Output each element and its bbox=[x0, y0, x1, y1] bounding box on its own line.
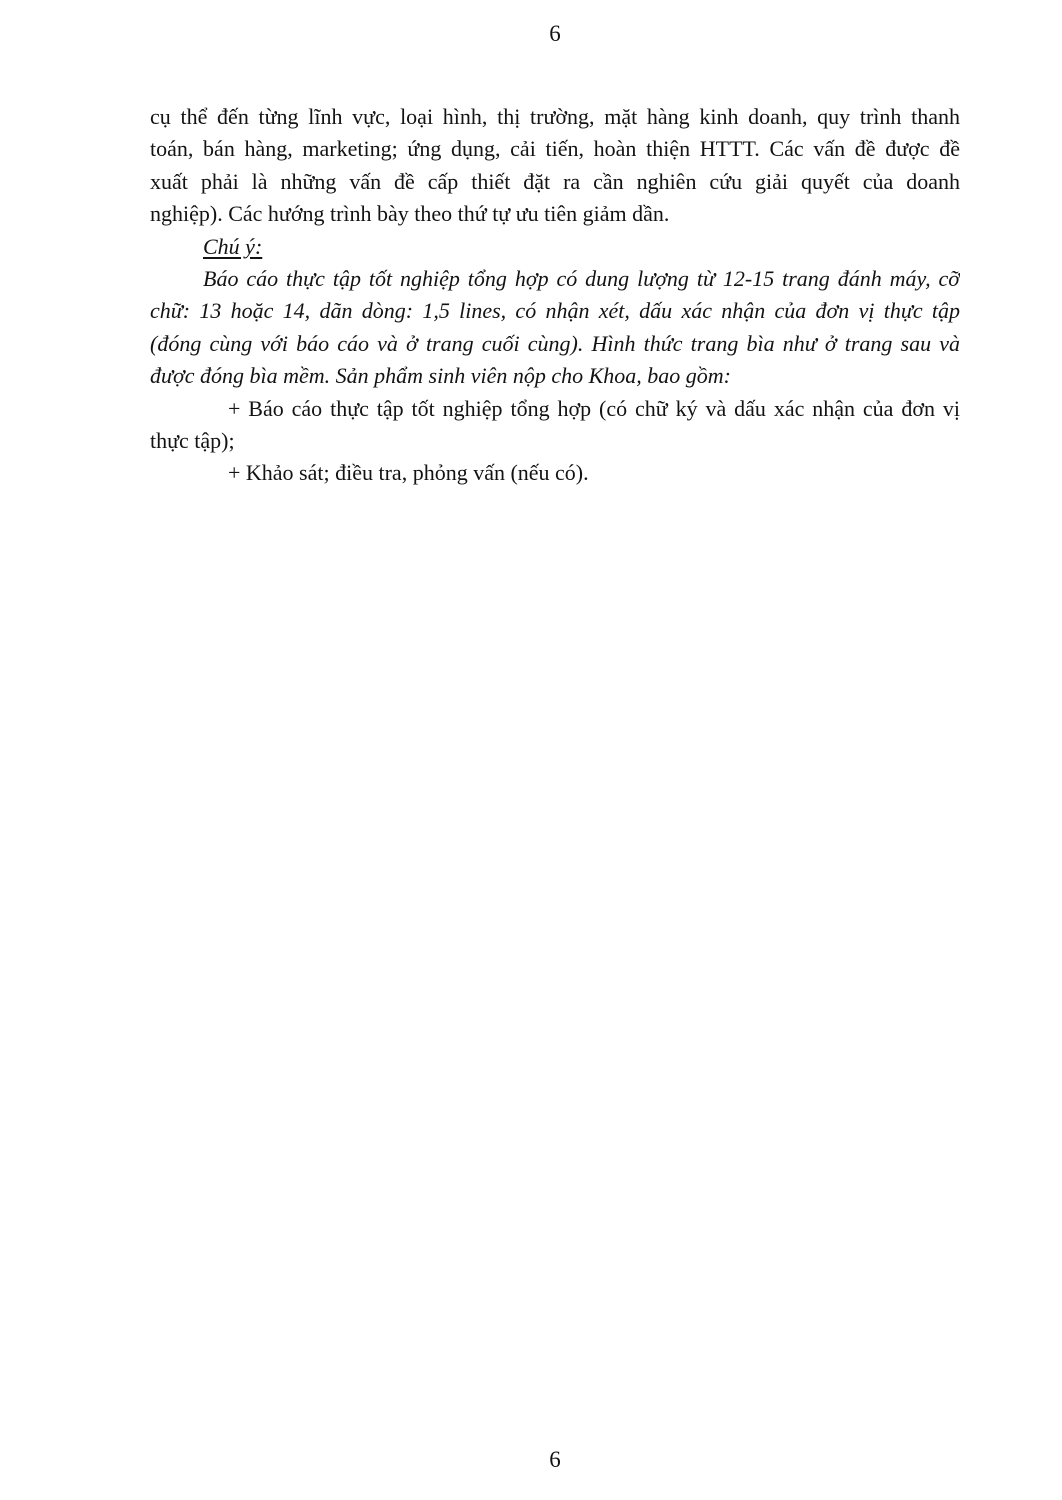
footer-page-number: 6 bbox=[549, 1447, 561, 1472]
text-line: (đóng cùng với báo cáo và ở trang cuối cùng). Hình thức trang bìa như ở trang sau và bbox=[150, 330, 960, 356]
deliverable-item-1 bbox=[150, 393, 960, 458]
text-line: được đóng bìa mềm. Sản phẩm sinh viên nộp cho Khoa, bao gồm: bbox=[150, 363, 732, 389]
intro-paragraph bbox=[150, 101, 960, 231]
deliverable-item-2 bbox=[150, 457, 960, 489]
note-heading-line bbox=[150, 231, 960, 263]
text-line: cụ thể đến từng lĩnh vực, loại hình, thị trường, mặt hàng kinh doanh, quy trình thanh bbox=[150, 104, 960, 129]
text-line: chữ: 13 hoặc 14, dãn dòng: 1,5 lines, có nhận xét, dấu xác nhận của đơn vị thực tập bbox=[150, 298, 960, 324]
text-line: nghiệp). Các hướng trình bày theo thứ tự ưu tiên giảm dần. bbox=[150, 201, 670, 227]
text-line: Báo cáo thực tập tốt nghiệp tổng hợp có dung lượng từ 12-15 trang đánh máy, cỡ bbox=[203, 265, 960, 291]
text-line: + Khảo sát; điều tra, phỏng vấn (nếu có). bbox=[228, 460, 589, 486]
note-paragraph bbox=[150, 263, 960, 393]
note-heading-text: Chú ý: bbox=[203, 233, 263, 259]
text-line: toán, bán hàng, marketing; ứng dụng, cải tiến, hoàn thiện HTTT. Các vấn đề được đề bbox=[150, 136, 960, 162]
text-line: + Báo cáo thực tập tốt nghiệp tổng hợp (có chữ ký và dấu xác nhận của đơn vị bbox=[228, 395, 960, 421]
header-page-number: 6 bbox=[549, 21, 561, 46]
note-heading bbox=[150, 231, 960, 263]
text-line: xuất phải là những vấn đề cấp thiết đặt ra cần nghiên cứu giải quyết của doanh bbox=[150, 168, 960, 194]
page-body bbox=[150, 101, 960, 490]
text-line: thực tập); bbox=[150, 427, 235, 453]
